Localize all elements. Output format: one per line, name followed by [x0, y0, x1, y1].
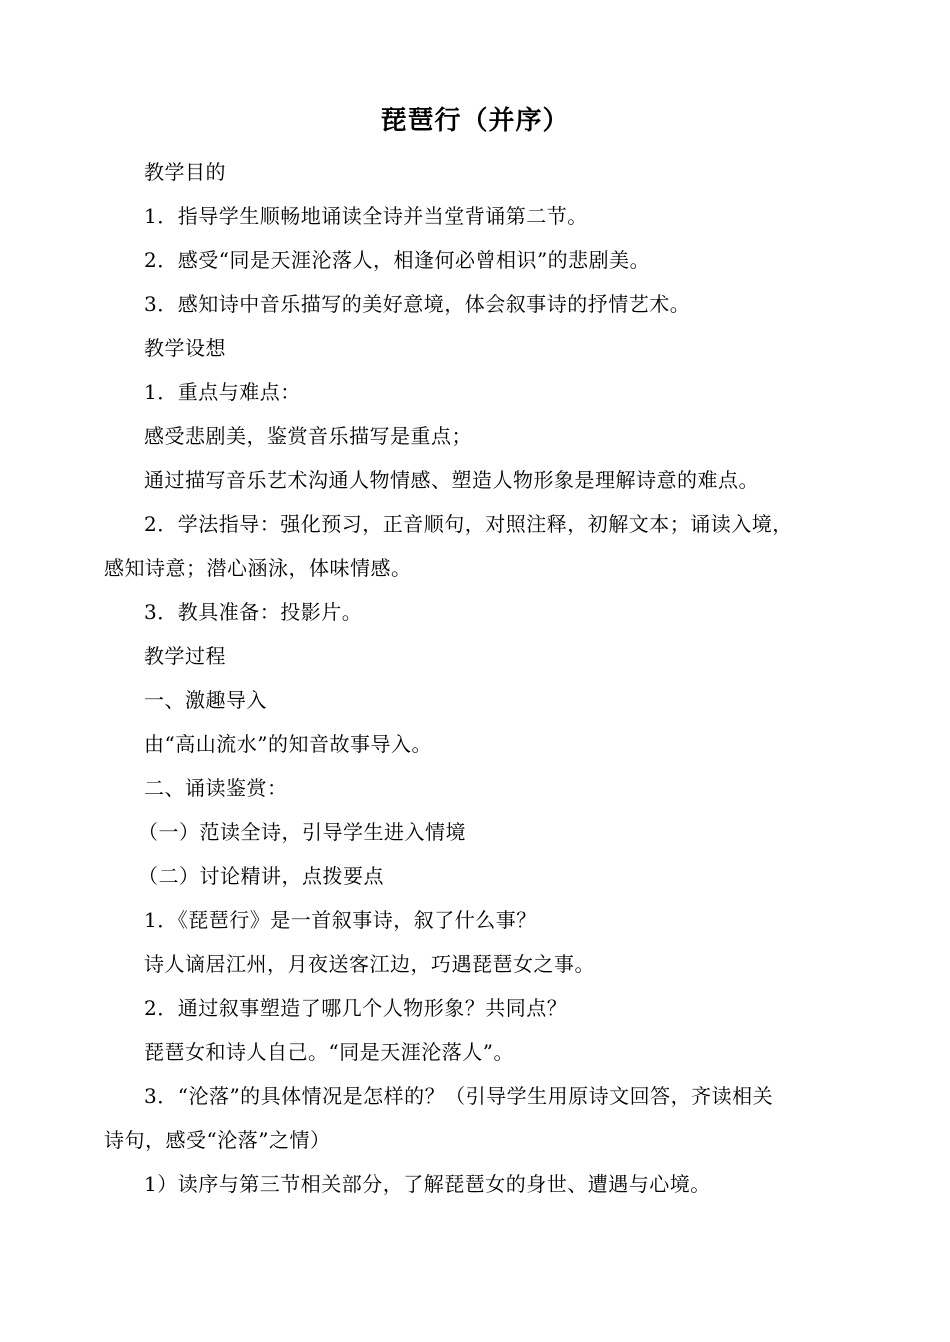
answer-2: 琵琶女和诗人自己。“同是天涯沦落人”。 [144, 1040, 514, 1064]
plan-item-3: 3．教具准备：投影片。 [144, 600, 363, 624]
question-1: 1．《琵琶行》是一首叙事诗，叙了什么事？ [144, 908, 537, 932]
section-heading-objectives: 教学目的 [144, 160, 226, 184]
paragraph-continuation: 感知诗意；潜心涵泳，体味情感。 [104, 556, 412, 580]
paragraph-text: 感受悲剧美，鉴赏音乐描写是重点； [144, 424, 472, 448]
paragraph-text: 由“高山流水”的知音故事导入。 [144, 732, 432, 756]
question-3-subitem-1: 1）读序与第三节相关部分，了解琵琶女的身世、遭遇与心境。 [144, 1172, 711, 1196]
question-2: 2．通过叙事塑造了哪几个人物形象？共同点？ [144, 996, 568, 1020]
question-3: 3．“沦落”的具体情况是怎样的？（引导学生用原诗文回答，齐读相关 [144, 1084, 774, 1108]
document-title: 琵琶行（并序） [380, 106, 570, 136]
answer-1: 诗人谪居江州，月夜送客江边，巧遇琵琶女之事。 [144, 952, 595, 976]
objective-item-3: 3．感知诗中音乐描写的美好意境，体会叙事诗的抒情艺术。 [144, 292, 691, 316]
section-heading-plan: 教学设想 [144, 336, 226, 360]
plan-item-1: 1．重点与难点： [144, 380, 301, 404]
objective-item-2: 2．感受“同是天涯沦落人，相逢何必曾相识”的悲剧美。 [144, 248, 651, 272]
document-body [104, 150, 839, 1206]
process-substep-1: （一）范读全诗，引导学生进入情境 [138, 820, 466, 844]
paragraph-continuation: 诗句，感受“沦落”之情） [104, 1128, 331, 1152]
process-step-1: 一、激趣导入 [144, 688, 267, 712]
plan-item-2: 2．学法指导：强化预习，正音顺句，对照注释，初解文本；诵读入境， [144, 512, 793, 536]
objective-item-1: 1．指导学生顺畅地诵读全诗并当堂背诵第二节。 [144, 204, 588, 228]
section-heading-process: 教学过程 [144, 644, 226, 668]
process-substep-2: （二）讨论精讲，点拨要点 [138, 864, 384, 888]
process-step-2: 二、诵读鉴赏： [144, 776, 288, 800]
paragraph-text: 通过描写音乐艺术沟通人物情感、塑造人物形象是理解诗意的难点。 [144, 468, 759, 492]
